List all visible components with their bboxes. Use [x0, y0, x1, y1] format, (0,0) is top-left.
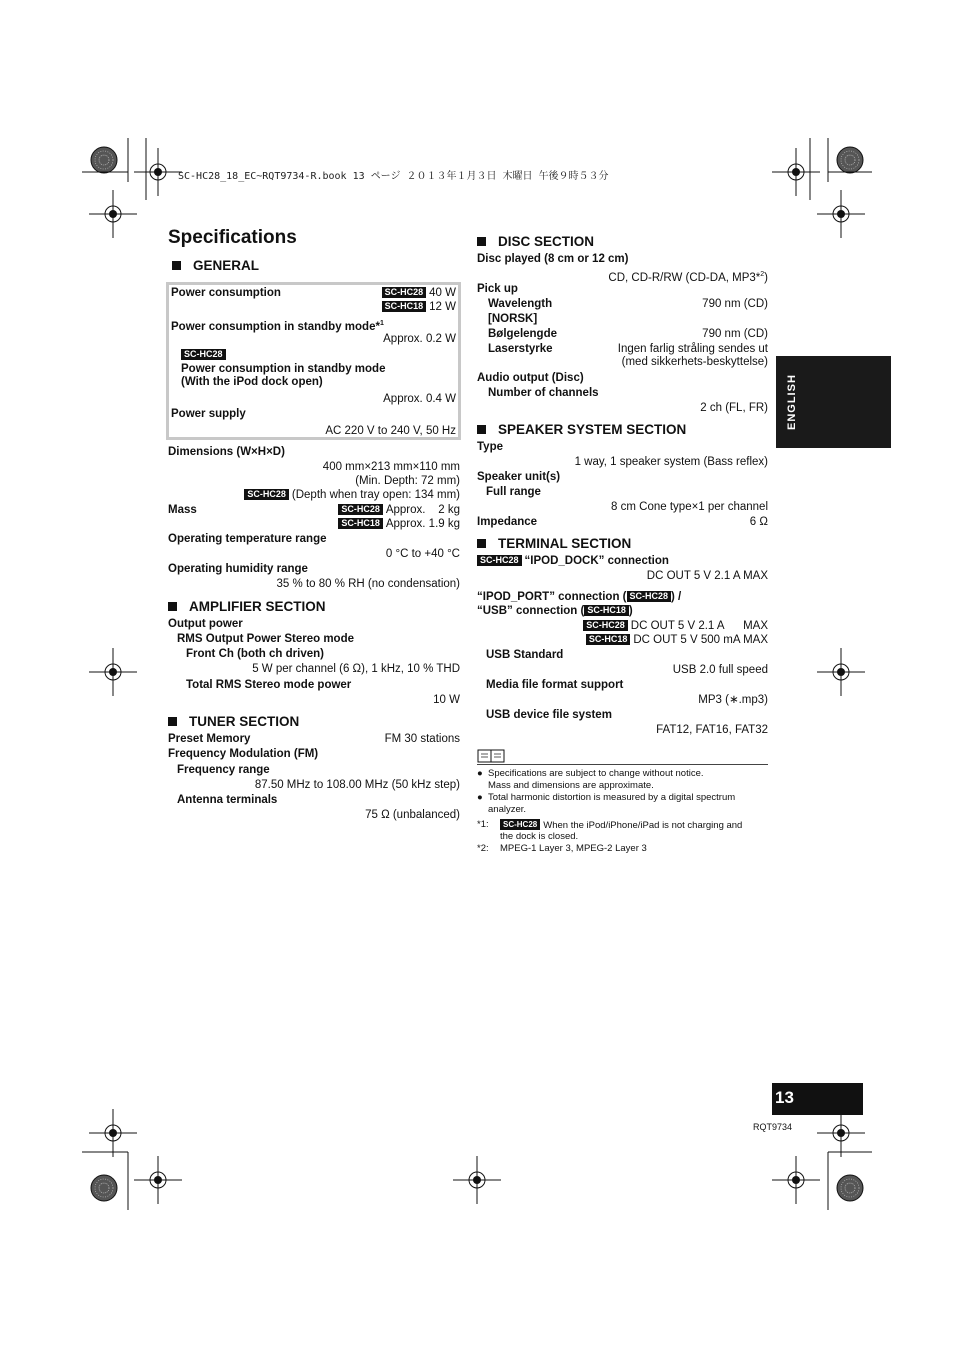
doc-code: RQT9734 [753, 1122, 793, 1132]
note-bullet-2: ● Total harmonic distortion is measured by a digital spectrum [477, 792, 736, 803]
full-range-value: 8 cm Cone type×1 per channel [611, 501, 768, 513]
front-ch-label: Front Ch (both ch driven) [186, 648, 324, 660]
usb-out-hc18-row: SC-HC18 DC OUT 5 V 500 mA MAX [477, 633, 768, 648]
speaker-heading: SPEAKER SYSTEM SECTION [477, 422, 686, 437]
full-range-label: Full range [486, 486, 541, 498]
usb-fs-label: USB device file system [486, 709, 612, 721]
language-tab-label: ENGLISH [786, 374, 798, 430]
media-format-value: MP3 (∗.mp3) [698, 694, 768, 706]
book-header-line: SC-HC28_18_EC~RQT9734-R.book 13 ページ ２０１３年１月３日 木曜日 午後９時５３分 [178, 171, 609, 182]
wavelength-value: 790 nm (CD) [702, 298, 768, 310]
audio-output-label: Audio output (Disc) [477, 372, 584, 384]
power-hc28-row: SC-HC28 40 W [171, 286, 456, 301]
tuner-heading: TUNER SECTION [168, 714, 299, 729]
output-power-label: Output power [168, 618, 243, 630]
total-rms-label: Total RMS Stereo mode power [186, 679, 352, 691]
dimensions-value: 400 mm×213 mm×110 mm [322, 461, 460, 473]
page-number: 13 [775, 1088, 794, 1107]
disc-played-value: CD, CD-R/RW (CD-DA, MP3*$^2$) [608, 271, 768, 284]
amplifier-heading: AMPLIFIER SECTION [168, 599, 326, 614]
mass-label: Mass [168, 504, 197, 516]
square-bullet-icon [172, 261, 181, 270]
note-bullet-1: ● Specifications are subject to change without notice. [477, 768, 704, 779]
standby-dock-label-2: (With the iPod dock open) [181, 376, 323, 388]
min-depth-value: (Min. Depth: 72 mm) [355, 475, 460, 487]
usb-standard-value: USB 2.0 full speed [672, 664, 768, 676]
impedance-label: Impedance [477, 516, 538, 528]
rms-mode-label: RMS Output Power Stereo mode [177, 633, 354, 645]
bolgelengde-label: Bølgelengde [488, 328, 558, 340]
standby-dock-label: Power consumption in standby mode [181, 363, 386, 375]
standby-label: Power consumption in standby mode*$^1$ [171, 320, 384, 333]
op-temp-value: 0 °C to +40 °C [385, 548, 460, 560]
page-title: Specifications [168, 227, 297, 248]
tray-depth-row: SC-HC28 (Depth when tray open: 134 mm) [168, 488, 460, 503]
power-consumption-label: Power consumption [171, 287, 281, 299]
laserstyrke-value: Ingen farlig stråling sendes ut [617, 343, 768, 355]
laserstyrke-label: Laserstyrke [488, 343, 553, 355]
speaker-type-label: Type [477, 441, 503, 453]
bolgelengde-value: 790 nm (CD) [702, 328, 768, 340]
ipod-dock-label: SC-HC28 “IPOD_DOCK” connection [477, 554, 669, 569]
disc-played-label: Disc played (8 cm or 12 cm) [477, 253, 629, 265]
preset-memory-label: Preset Memory [168, 733, 251, 745]
footnote-1b: the dock is closed. [500, 831, 579, 842]
standby-value: Approx. 0.2 W [383, 333, 456, 345]
speaker-units-label: Speaker unit(s) [477, 471, 561, 483]
front-ch-value: 5 W per channel (6 Ω), 1 kHz, 10 % THD [252, 663, 460, 675]
power-supply-value: AC 220 V to 240 V, 50 Hz [325, 425, 456, 437]
note-bullet-1b: Mass and dimensions are approximate. [488, 780, 654, 791]
humidity-label: Operating humidity range [168, 563, 308, 575]
wavelength-label: Wavelength [488, 298, 553, 310]
op-temp-label: Operating temperature range [168, 533, 327, 545]
disc-heading: DISC SECTION [477, 234, 594, 249]
antenna-label: Antenna terminals [177, 794, 278, 806]
footnote-2: MPEG-1 Layer 3, MPEG-2 Layer 3 [500, 843, 647, 854]
mass-hc28-row: SC-HC28 Approx. 2 kg [168, 503, 460, 518]
terminal-heading: TERMINAL SECTION [477, 536, 631, 551]
model-badge: SC-HC18 [382, 301, 427, 312]
power-supply-label: Power supply [171, 408, 246, 420]
pickup-label: Pick up [477, 283, 518, 295]
humidity-value: 35 % to 80 % RH (no condensation) [276, 578, 460, 590]
footnote-1: SC-HC28 When the iPod/iPhone/iPad is not charging and [500, 819, 742, 832]
footnote-2-mark: *2: [477, 843, 489, 854]
notes-divider [477, 749, 768, 765]
total-rms-value: 10 W [433, 694, 460, 706]
standby-dock-value: Approx. 0.4 W [383, 393, 456, 405]
channels-value: 2 ch (FL, FR) [700, 402, 768, 414]
square-bullet-icon [168, 717, 177, 726]
antenna-value: 75 Ω (unbalanced) [365, 809, 460, 821]
speaker-type-value: 1 way, 1 speaker system (Bass reflex) [574, 456, 768, 468]
footnote-1-mark: *1: [477, 819, 489, 830]
frequency-range-label: Frequency range [177, 764, 270, 776]
laserstyrke-value-2: (med sikkerhets-beskyttelse) [621, 356, 768, 368]
channels-label: Number of channels [488, 387, 599, 399]
usb-fs-value: FAT12, FAT16, FAT32 [656, 724, 768, 736]
mass-hc18-row: SC-HC18 Approx. 1.9 kg [168, 517, 460, 532]
media-format-label: Media file format support [486, 679, 624, 691]
square-bullet-icon [477, 539, 486, 548]
square-bullet-icon [477, 237, 486, 246]
model-badge: SC-HC28 [382, 287, 427, 298]
fm-label: Frequency Modulation (FM) [168, 748, 319, 760]
square-bullet-icon [477, 425, 486, 434]
dimensions-label: Dimensions (W×H×D) [168, 446, 285, 458]
standby-dock-badge: SC-HC28 [181, 348, 229, 363]
ipod-port-label: “IPOD_PORT” connection ( SC-HC28 ) / [477, 591, 682, 603]
ipod-dock-value: DC OUT 5 V 2.1 A MAX [646, 570, 768, 582]
general-heading: GENERAL [172, 258, 259, 273]
preset-memory-value: FM 30 stations [384, 733, 460, 745]
norsk-label: [NORSK] [488, 313, 538, 325]
usb-out-hc28-row: SC-HC28 DC OUT 5 V 2.1 A MAX [477, 619, 768, 634]
note-book-icon [477, 749, 507, 763]
usb-standard-label: USB Standard [486, 649, 564, 661]
impedance-value: 6 Ω [749, 516, 768, 528]
square-bullet-icon [168, 602, 177, 611]
power-hc18-row: SC-HC18 12 W [171, 300, 456, 315]
usb-connection-label: “USB” connection ( SC-HC18 ) [477, 605, 633, 617]
note-bullet-2b: analyzer. [488, 804, 527, 815]
frequency-range-value: 87.50 MHz to 108.00 MHz (50 kHz step) [254, 779, 460, 791]
